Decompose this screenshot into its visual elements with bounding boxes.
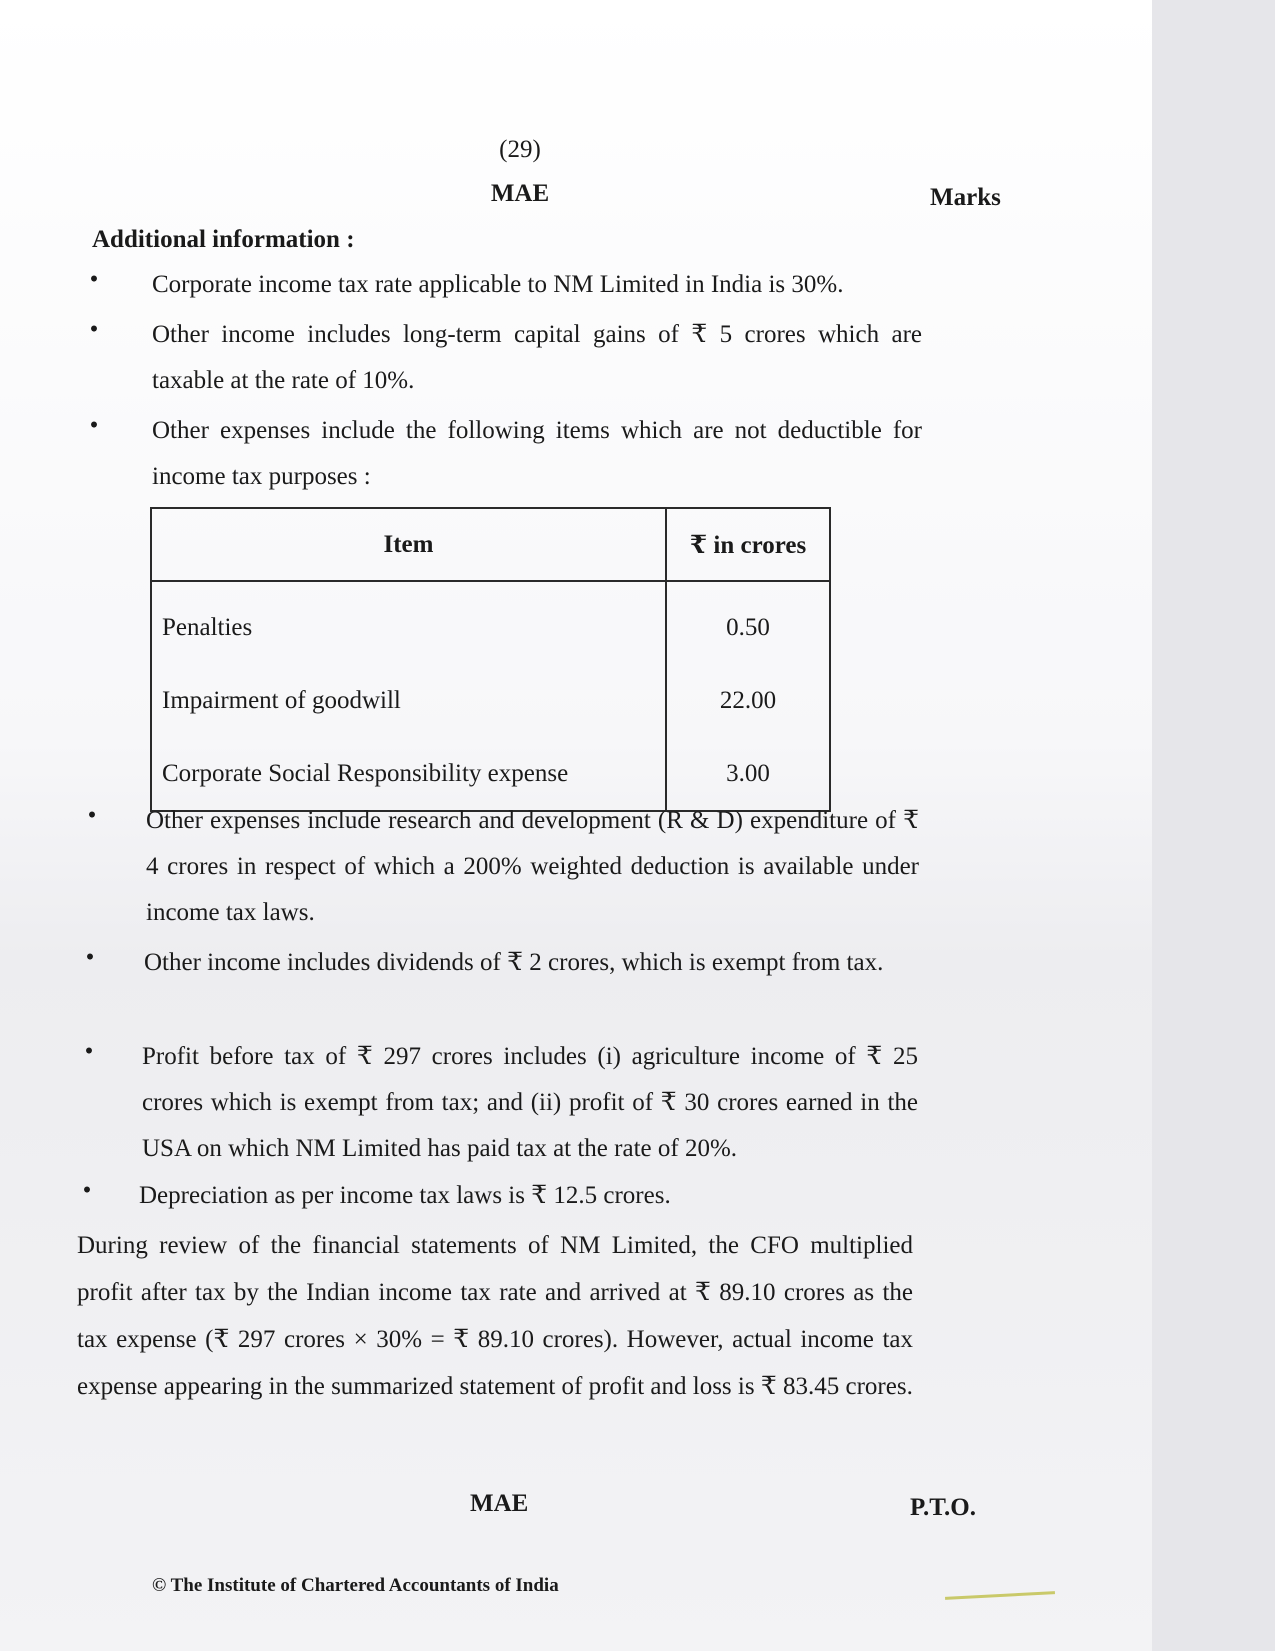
bullet-text-profit-before-tax: Profit before tax of ₹ 297 crores includes (i) agriculture income of ₹ 25 crores which is exempt from tax; and (ii) profit of ₹ 30 crores earned in the USA on which NM Limited has paid tax at the rate of 20%. — [142, 1043, 918, 1162]
bullet-text-capital-gains: Other income includes long-term capital gains of ₹ 5 crores which are taxable at the rate of 10%. — [152, 321, 922, 394]
bullet-text-depreciation: Depreciation as per income tax laws is ₹ 12.5 crores. — [139, 1182, 671, 1209]
bullet-icon: • — [84, 1038, 94, 1065]
footer-paper-code: MAE — [470, 1490, 529, 1517]
copyright-notice: © The Institute of Chartered Accountants of India — [152, 1575, 559, 1596]
page-number: (29) — [499, 136, 541, 163]
table-row — [151, 581, 830, 664]
bullet-text-tax-rate: Corporate income tax rate applicable to NM Limited in India is 30%. — [152, 271, 844, 298]
table-row — [151, 664, 830, 737]
table-cell-item: Penalties — [151, 581, 666, 664]
non-deductible-items-table — [150, 507, 831, 812]
pto-label: P.T.O. — [910, 1494, 976, 1521]
bullet-icon: • — [89, 412, 99, 439]
table-cell-value: 3.00 — [666, 737, 830, 811]
bullet-icon: • — [89, 316, 99, 343]
marks-label: Marks — [930, 184, 1001, 211]
section-title: Additional information : — [92, 226, 355, 253]
table-cell-item: Corporate Social Responsibility expense — [151, 737, 666, 811]
pen-stroke-mark — [945, 1591, 1055, 1600]
bullet-icon: • — [85, 944, 95, 971]
bullet-icon: • — [82, 1177, 92, 1204]
scan-edge-shadow — [1152, 0, 1275, 1651]
table-cell-value: 0.50 — [666, 581, 830, 664]
bullet-icon: • — [89, 266, 99, 293]
closing-paragraph: During review of the financial statements of NM Limited, the CFO multiplied profit after tax by the Indian income tax rate and arrived at ₹ 89.10 crores as the tax expense (₹ 297 crores × 30% = ₹ 89.10 crores). However, actual income tax expense appearing in the summarized statement of profit and loss is ₹ 83.45 crores. — [77, 1232, 913, 1400]
column-header-amount: ₹ in crores — [666, 508, 830, 581]
bullet-text-dividends: Other income includes dividends of ₹ 2 crores, which is exempt from tax. — [144, 949, 884, 976]
bullet-text-non-deductible: Other expenses include the following items which are not deductible for income tax purposes : — [152, 417, 922, 490]
header-paper-code: MAE — [490, 180, 550, 207]
table-header-row — [151, 508, 830, 581]
column-header-item: Item — [151, 508, 666, 581]
bullet-icon: • — [87, 802, 97, 829]
table-cell-item: Impairment of goodwill — [151, 664, 666, 737]
bullet-text-rnd: Other expenses include research and development (R & D) expenditure of ₹ 4 crores in respect of which a 200% weighted deduction is available under income tax laws. — [146, 807, 919, 926]
table-cell-value: 22.00 — [666, 664, 830, 737]
